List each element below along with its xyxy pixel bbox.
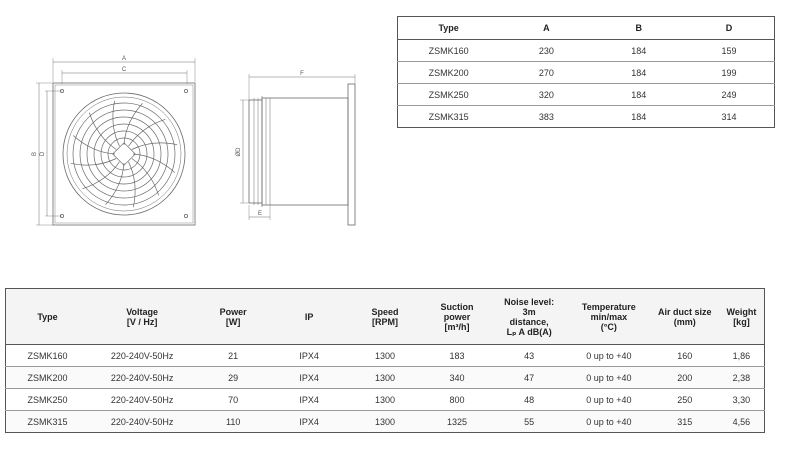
table-cell: 1,86: [719, 345, 765, 367]
table-cell: 70: [195, 389, 271, 411]
table-cell: 184: [594, 62, 684, 84]
spec-header-cell: [567, 289, 650, 345]
side-view: [240, 74, 355, 225]
spec-header-line: Air duct size: [657, 306, 712, 317]
table-row: [6, 345, 765, 367]
table-cell: 250: [651, 389, 719, 411]
spec-header-line: Power: [219, 306, 247, 317]
grille-spoke: [89, 113, 116, 150]
spec-header-line: (°C): [600, 321, 617, 332]
table-cell: 220-240V-50Hz: [89, 367, 195, 389]
spec-header-cell: [491, 289, 567, 345]
table-cell: IPX4: [271, 367, 347, 389]
table-cell: 21: [195, 345, 271, 367]
label-e: E: [257, 211, 263, 217]
spec-header-line: IP: [304, 311, 314, 322]
spec-header-line: 3m: [522, 306, 536, 317]
table-row: [6, 389, 765, 411]
table-row: [398, 106, 775, 128]
table-cell: 220-240V-50Hz: [89, 411, 195, 433]
table-cell: 1300: [347, 345, 423, 367]
dim-header-a: A: [499, 17, 593, 40]
technical-drawing: [0, 0, 395, 260]
spec-header-line: [V / Hz]: [126, 316, 158, 327]
table-cell: 0 up to +40: [567, 345, 650, 367]
spec-table-header-row: [6, 289, 765, 345]
table-cell: 315: [651, 411, 719, 433]
table-cell: 43: [491, 345, 567, 367]
spec-header-line: Weight: [726, 306, 757, 317]
label-c: C: [121, 67, 127, 73]
spec-header-cell: [651, 289, 719, 345]
spec-header-line: min/max: [590, 311, 628, 322]
table-cell: 1300: [347, 367, 423, 389]
grille-hub: [113, 143, 136, 166]
table-cell: ZSMK160: [6, 345, 89, 367]
dimension-table-header-row: [398, 17, 775, 40]
table-cell: IPX4: [271, 345, 347, 367]
table-cell: 1300: [347, 411, 423, 433]
label-b: B: [32, 151, 38, 157]
dim-header-d: D: [684, 17, 775, 40]
spec-header-line: [W]: [225, 316, 241, 327]
table-cell: ZSMK200: [398, 62, 500, 84]
table-row: [398, 84, 775, 106]
table-cell: 340: [423, 367, 491, 389]
table-cell: 184: [594, 84, 684, 106]
table-cell: 183: [423, 345, 491, 367]
spec-header-cell: [423, 289, 491, 345]
spec-header-line: Type: [37, 311, 58, 322]
table-cell: 0 up to +40: [567, 389, 650, 411]
spec-header-line: Lₚ A dB(A): [506, 326, 552, 337]
table-cell: 4,56: [719, 411, 765, 433]
spec-header-line: Speed: [371, 306, 399, 317]
table-cell: ZSMK200: [6, 367, 89, 389]
spec-header-line: Voltage: [126, 306, 159, 317]
table-row: [398, 62, 775, 84]
table-cell: ZSMK250: [6, 389, 89, 411]
spec-header-line: power: [443, 311, 471, 322]
table-cell: 270: [499, 62, 593, 84]
table-cell: 320: [499, 84, 593, 106]
table-row: [6, 367, 765, 389]
spec-header-line: [m³/h]: [444, 321, 470, 332]
spec-header-line: (mm): [673, 316, 696, 327]
table-cell: 199: [684, 62, 775, 84]
table-cell: 1325: [423, 411, 491, 433]
table-cell: 47: [491, 367, 567, 389]
table-cell: 314: [721, 111, 737, 122]
spec-header-line: [kg]: [733, 316, 750, 327]
table-cell: ZSMK315: [6, 411, 89, 433]
grille-spoke: [113, 101, 120, 146]
table-cell: 3,30: [719, 389, 765, 411]
table-cell: 184: [631, 111, 647, 122]
dim-header-b: B: [594, 17, 684, 40]
spec-header-line: [RPM]: [371, 316, 398, 327]
table-cell: 200: [651, 367, 719, 389]
spec-header-cell: [89, 289, 195, 345]
spec-header-cell: [6, 289, 89, 345]
grille-spoke: [129, 162, 136, 207]
table-cell: 159: [684, 40, 775, 62]
table-row: [6, 411, 765, 433]
spec-header-cell: [195, 289, 271, 345]
spec-header-cell: [347, 289, 423, 345]
label-d: D: [40, 151, 46, 157]
spec-header-line: Noise level:: [504, 296, 555, 307]
table-cell: ZSMK250: [398, 84, 500, 106]
grille-ring: [94, 124, 154, 184]
front-view: [36, 58, 195, 225]
table-cell: 160: [651, 345, 719, 367]
spec-header-line: Suction: [440, 301, 474, 312]
table-cell: 249: [684, 84, 775, 106]
grille-spoke: [129, 119, 166, 146]
table-cell: 383: [538, 111, 554, 122]
spec-header-line: Temperature: [581, 301, 636, 312]
label-od: ØD: [236, 147, 242, 157]
table-cell: 220-240V-50Hz: [89, 389, 195, 411]
spec-header-cell: [271, 289, 347, 345]
table-cell: 1300: [347, 389, 423, 411]
specification-table: [5, 288, 765, 433]
dim-header-type: Type: [398, 17, 500, 40]
dimension-table: [397, 16, 775, 128]
table-cell: 110: [195, 411, 271, 433]
grille-ring: [73, 103, 175, 205]
table-cell: 184: [594, 40, 684, 62]
table-cell: 48: [491, 389, 567, 411]
table-cell: 29: [195, 367, 271, 389]
label-f: F: [300, 71, 304, 77]
table-cell: 220-240V-50Hz: [89, 345, 195, 367]
table-cell: 800: [423, 389, 491, 411]
label-a: A: [121, 56, 127, 62]
grille-spoke: [132, 143, 177, 150]
table-cell: 2,38: [719, 367, 765, 389]
table-cell: 0 up to +40: [567, 411, 650, 433]
grille-spoke: [71, 159, 116, 166]
grille-spoke: [83, 162, 120, 189]
table-cell: 55: [491, 411, 567, 433]
table-cell: 0 up to +40: [567, 367, 650, 389]
table-cell: 230: [499, 40, 593, 62]
table-cell: ZSMK160: [398, 40, 500, 62]
grille-spoke: [132, 159, 159, 196]
grille-ring: [87, 117, 161, 191]
fan-drawing-svg: [0, 0, 395, 260]
table-cell: IPX4: [271, 389, 347, 411]
table-row: [398, 40, 775, 62]
fan-grille: [71, 101, 177, 207]
table-cell: ZSMK315: [428, 111, 469, 122]
table-cell: IPX4: [271, 411, 347, 433]
spec-header-cell: [719, 289, 765, 345]
spec-header-line: distance,: [509, 316, 549, 327]
